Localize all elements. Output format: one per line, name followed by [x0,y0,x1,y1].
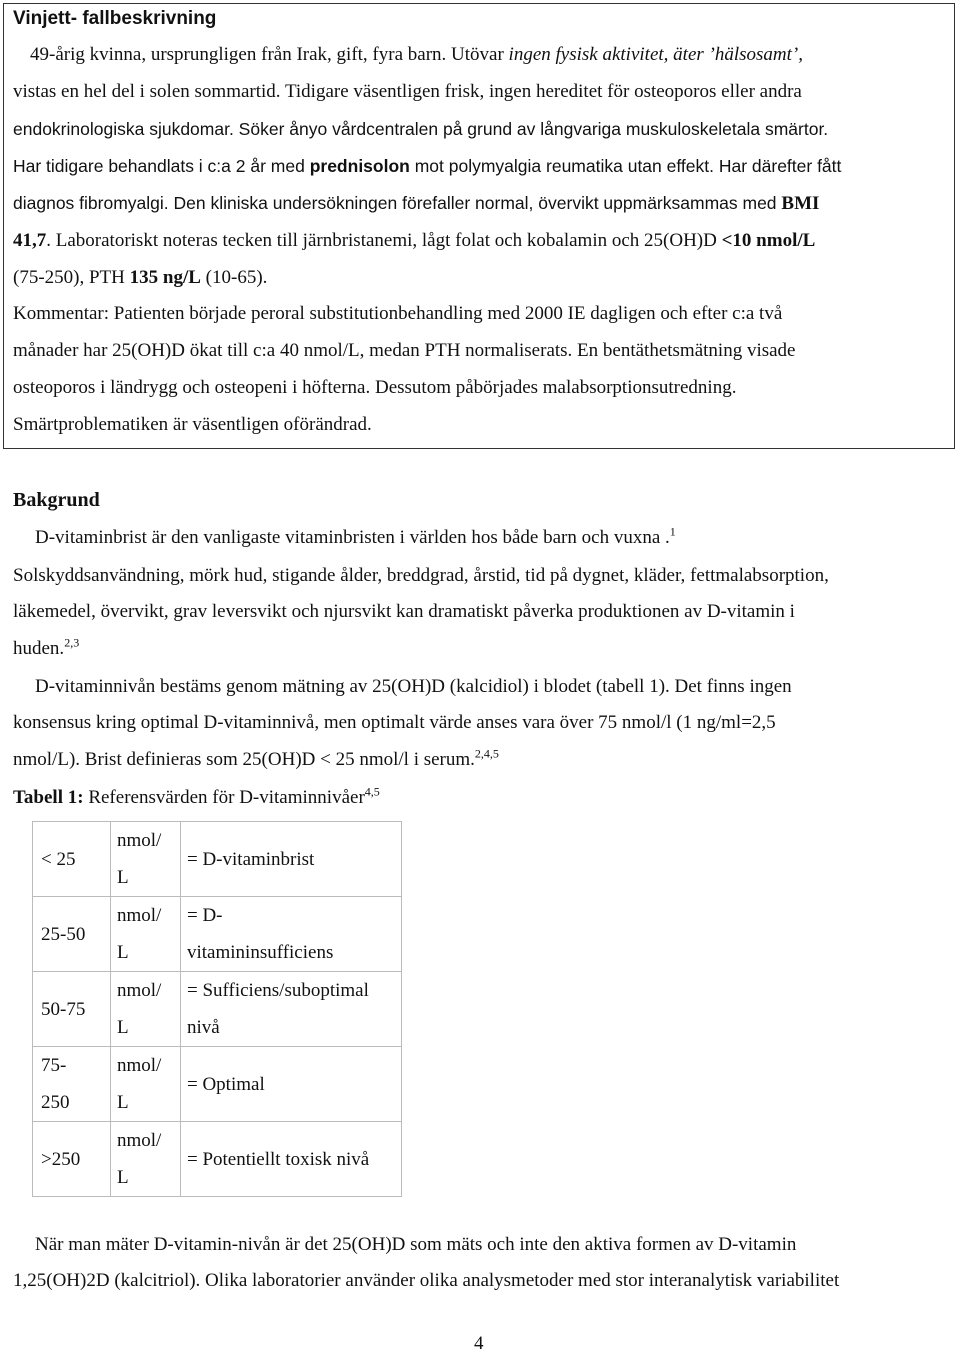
reference-sup: 1 [669,524,676,539]
unit-b: L [117,1017,129,1038]
vignette-line-2: vistas en hel del i solen sommartid. Tidigare väsentligen frisk, ingen hereditet för osteoporos eller andra [13,81,802,102]
range-b: 250 [41,1092,70,1113]
unit-cell [111,1047,181,1122]
range-cell [33,822,111,897]
section-heading: Bakgrund [13,489,100,511]
range-cell [33,897,111,972]
table-row [33,1047,402,1122]
range-cell [33,972,111,1047]
reference-sup: 2,3 [64,635,80,650]
desc-a: = D- [187,905,223,926]
background-line-1 [35,524,676,549]
paragraph-text: nmol/L). Brist definieras som 25(OH)D < 25 nmol/l i serum. [13,749,475,770]
table-caption-text: Referensvärden för D-vitaminnivåer [83,787,365,808]
unit-a: nmol/ [117,1130,162,1151]
vignette-line-10: osteoporos i ländrygg och osteopeni i höfterna. Dessutom påbörjades malabsorptionsutredning. [13,377,737,398]
range-cell [33,1047,111,1122]
vignette-text: 49-årig kvinna, ursprungligen från Irak, gift, fyra barn. Utövar [30,44,509,65]
table-row [33,897,402,972]
desc-b: vitamininsufficiens [187,942,334,963]
vignette-line-11: Smärtproblematiken är väsentligen oförändrad. [13,414,372,435]
reference-table [32,821,402,1197]
table-row [33,822,402,897]
vignette-line-6 [13,230,815,252]
unit-a: nmol/ [117,980,162,1001]
range-a: 75- [41,1055,67,1076]
unit-cell [111,972,181,1047]
unit-cell [111,897,181,972]
desc-a: = Potentiellt toxisk nivå [187,1148,370,1170]
bmi-label: BMI [781,193,820,214]
table-row [33,972,402,1047]
desc-a: = Sufficiens/suboptimal [187,980,369,1001]
unit-a: nmol/ [117,830,162,851]
range-value: < 25 [41,848,76,870]
unit-a: nmol/ [117,1055,162,1076]
background-line-4 [13,635,80,660]
vignette-text: mot polymyalgia reumatika utan effekt. Har därefter fått [409,156,842,176]
desc-cell [181,897,402,972]
page-number: 4 [474,1333,484,1354]
vignette-line-4 [13,156,841,177]
drug-name: prednisolon [309,156,410,176]
reference-sup: 4,5 [364,784,380,799]
vignette-line-3: endokrinologiska sjukdomar. Söker ånyo vårdcentralen på grund av långvariga muskuloskeletala smärtor. [13,119,829,139]
desc-cell [181,1047,402,1122]
range-value: 25-50 [41,923,86,945]
after-table-line-1: När man mäter D-vitamin-nivån är det 25(OH)D som mäts och inte den aktiva formen av D-vitamin [35,1234,797,1255]
background-line-7 [13,746,499,771]
paragraph-text: D-vitaminbrist är den vanligaste vitaminbristen i världen hos både barn och vuxna . [35,527,670,548]
unit-b: L [117,942,129,963]
after-table-line-2: 1,25(OH)2D (kalcitriol). Olika laboratorier använder olika analysmetoder med stor interanalytisk variabilitet [13,1270,840,1291]
vignette-line-1 [30,44,803,66]
vignette-emphasis: ingen fysisk aktivitet, äter ’hälsosamt’, [508,44,803,65]
reference-sup: 2,4,5 [474,746,499,761]
background-line-5: D-vitaminnivån bestäms genom mätning av 25(OH)D (kalcidiol) i blodet (tabell 1). Det finns ingen [35,676,792,697]
vignette-text: (10-65). [200,267,268,288]
desc-b: nivå [187,1017,220,1038]
vignette-line-7 [13,267,267,289]
vignette-line-5 [13,193,819,215]
desc-cell [181,972,402,1047]
desc-cell [181,822,402,897]
pth-value: 135 ng/L [129,267,201,288]
vignette-text: . Laboratoriskt noteras tecken till järnbristanemi, lågt folat och kobalamin och 25(OH)D [46,230,722,251]
background-line-3: läkemedel, övervikt, grav leversvikt och njursvikt kan dramatiskt påverka produktionen av D-vitamin i [13,601,795,622]
unit-cell [111,822,181,897]
vignette-text: (75-250), PTH [13,267,130,288]
bmi-value: 41,7 [13,230,47,251]
desc-a: = Optimal [187,1073,265,1095]
unit-b: L [117,1167,129,1188]
desc-cell [181,1122,402,1197]
unit-b: L [117,867,129,888]
desc-a: = D-vitaminbrist [187,848,315,870]
range-value: 50-75 [41,998,86,1020]
vignette-text: diagnos fibromyalgi. Den kliniska undersökningen förefaller normal, övervikt uppmärksammas med [13,193,782,213]
vignette-line-9: månader har 25(OH)D ökat till c:a 40 nmol/L, medan PTH normaliserats. En bentäthetsmätning visade [13,340,796,361]
vignette-text: Har tidigare behandlats i c:a 2 år med [13,156,310,176]
vitd-value: <10 nmol/L [721,230,816,251]
table-caption-label: Tabell 1: [13,787,84,808]
unit-cell [111,1122,181,1197]
background-line-6: konsensus kring optimal D-vitaminnivå, men optimalt värde anses vara över 75 nmol/l (1 ng/ml=2,5 [13,712,776,733]
unit-a: nmol/ [117,905,162,926]
table-caption [13,784,380,809]
range-value: >250 [41,1148,81,1170]
range-cell [33,1122,111,1197]
unit-b: L [117,1092,129,1113]
vignette-line-8: Kommentar: Patienten började peroral substitutionbehandling med 2000 IE dagligen och efter c:a två [13,303,783,324]
vignette-title: Vinjett- fallbeskrivning [13,8,217,29]
table-row [33,1122,402,1197]
background-line-2: Solskyddsanvändning, mörk hud, stigande ålder, breddgrad, årstid, tid på dygnet, kläder, fettmalabsorption, [13,565,829,586]
paragraph-text: huden. [13,638,65,659]
